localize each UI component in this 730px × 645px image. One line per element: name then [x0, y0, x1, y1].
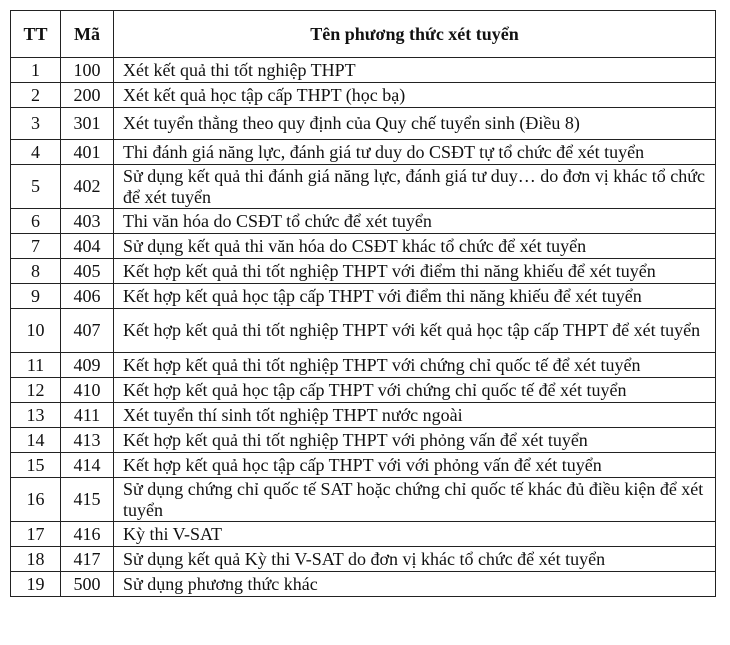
row-method-name: Kết hợp kết quả học tập cấp THPT với với phỏng vấn để xét tuyển	[114, 453, 716, 478]
row-tt: 13	[11, 403, 61, 428]
row-tt: 14	[11, 428, 61, 453]
row-code: 410	[61, 378, 114, 403]
row-code: 417	[61, 547, 114, 572]
row-method-name: Thi văn hóa do CSĐT tổ chức để xét tuyển	[114, 209, 716, 234]
header-name: Tên phương thức xét tuyển	[114, 11, 716, 58]
row-tt: 8	[11, 259, 61, 284]
table-row	[11, 165, 716, 209]
row-code: 411	[61, 403, 114, 428]
table-row	[11, 453, 716, 478]
row-method-name: Kết hợp kết quả học tập cấp THPT với chứng chỉ quốc tế để xét tuyển	[114, 378, 716, 403]
row-tt: 11	[11, 353, 61, 378]
table-row	[11, 522, 716, 547]
row-tt: 4	[11, 140, 61, 165]
row-tt: 12	[11, 378, 61, 403]
row-code: 404	[61, 234, 114, 259]
row-method-name: Sử dụng kết quả thi đánh giá năng lực, đánh giá tư duy… do đơn vị khác tổ chức để xét tuyển	[114, 165, 716, 209]
row-code: 414	[61, 453, 114, 478]
row-tt: 9	[11, 284, 61, 309]
row-method-name: Sử dụng kết quả Kỳ thi V-SAT do đơn vị khác tổ chức để xét tuyển	[114, 547, 716, 572]
row-method-name: Kết hợp kết quả thi tốt nghiệp THPT với chứng chỉ quốc tế để xét tuyển	[114, 353, 716, 378]
row-code: 415	[61, 478, 114, 522]
row-code: 416	[61, 522, 114, 547]
table-row	[11, 478, 716, 522]
row-method-name: Sử dụng kết quả thi văn hóa do CSĐT khác tổ chức để xét tuyển	[114, 234, 716, 259]
row-tt: 6	[11, 209, 61, 234]
row-method-name: Xét kết quả học tập cấp THPT (học bạ)	[114, 83, 716, 108]
row-method-name: Kết hợp kết quả học tập cấp THPT với điểm thi năng khiếu để xét tuyển	[114, 284, 716, 309]
row-tt: 1	[11, 58, 61, 83]
row-method-name: Kỳ thi V-SAT	[114, 522, 716, 547]
row-method-name: Kết hợp kết quả thi tốt nghiệp THPT với điểm thi năng khiếu để xét tuyển	[114, 259, 716, 284]
row-code: 405	[61, 259, 114, 284]
row-method-name: Sử dụng chứng chỉ quốc tế SAT hoặc chứng chỉ quốc tế khác đủ điều kiện để xét tuyển	[114, 478, 716, 522]
row-method-name: Kết hợp kết quả thi tốt nghiệp THPT với kết quả học tập cấp THPT để xét tuyển	[114, 309, 716, 353]
row-tt: 2	[11, 83, 61, 108]
header-tt: TT	[11, 11, 61, 58]
row-code: 409	[61, 353, 114, 378]
row-code: 406	[61, 284, 114, 309]
row-tt: 15	[11, 453, 61, 478]
row-code: 301	[61, 108, 114, 140]
row-tt: 17	[11, 522, 61, 547]
table-row	[11, 403, 716, 428]
row-method-name: Kết hợp kết quả thi tốt nghiệp THPT với phỏng vấn để xét tuyển	[114, 428, 716, 453]
row-code: 403	[61, 209, 114, 234]
admission-methods-document	[10, 10, 715, 597]
row-tt: 3	[11, 108, 61, 140]
row-code: 413	[61, 428, 114, 453]
table-row	[11, 108, 716, 140]
row-code: 200	[61, 83, 114, 108]
row-tt: 16	[11, 478, 61, 522]
table-row	[11, 209, 716, 234]
table-header-row	[11, 11, 716, 58]
table-row	[11, 428, 716, 453]
row-tt: 7	[11, 234, 61, 259]
table-row	[11, 547, 716, 572]
row-code: 100	[61, 58, 114, 83]
table-row	[11, 284, 716, 309]
table-row	[11, 353, 716, 378]
row-code: 407	[61, 309, 114, 353]
row-method-name: Xét tuyển thẳng theo quy định của Quy chế tuyển sinh (Điều 8)	[114, 108, 716, 140]
table-row	[11, 58, 716, 83]
row-method-name: Xét kết quả thi tốt nghiệp THPT	[114, 58, 716, 83]
table-row	[11, 259, 716, 284]
row-tt: 18	[11, 547, 61, 572]
row-method-name: Thi đánh giá năng lực, đánh giá tư duy do CSĐT tự tổ chức để xét tuyển	[114, 140, 716, 165]
row-code: 402	[61, 165, 114, 209]
admission-methods-table	[10, 10, 716, 597]
row-code: 500	[61, 572, 114, 597]
row-code: 401	[61, 140, 114, 165]
row-method-name: Xét tuyển thí sinh tốt nghiệp THPT nước ngoài	[114, 403, 716, 428]
header-ma: Mã	[61, 11, 114, 58]
table-row	[11, 234, 716, 259]
table-row	[11, 83, 716, 108]
table-row	[11, 572, 716, 597]
row-method-name: Sử dụng phương thức khác	[114, 572, 716, 597]
row-tt: 5	[11, 165, 61, 209]
row-tt: 10	[11, 309, 61, 353]
table-row	[11, 309, 716, 353]
table-row	[11, 378, 716, 403]
table-row	[11, 140, 716, 165]
row-tt: 19	[11, 572, 61, 597]
